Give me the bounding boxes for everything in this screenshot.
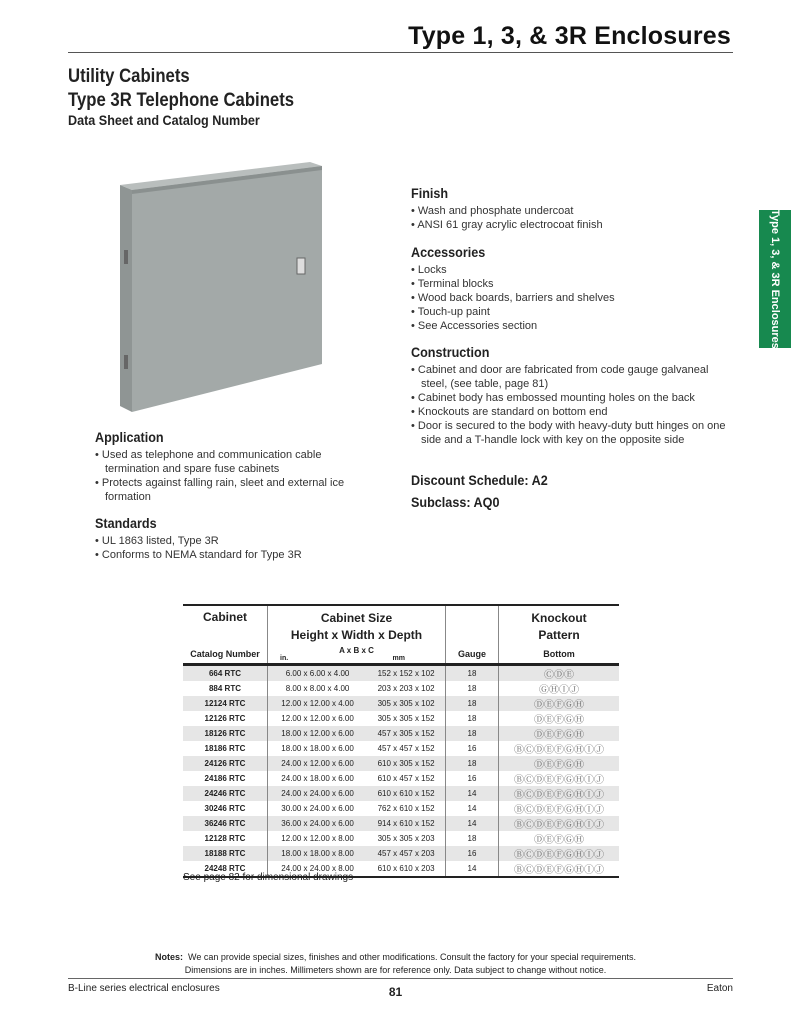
knockout-pattern: ⒷⒸⒹⒺⒻⒼⒽⒾⒿ xyxy=(499,771,620,786)
size-mm: 152 x 152 x 102 xyxy=(367,665,445,682)
table-row xyxy=(183,846,619,861)
th-in: in. xyxy=(280,655,289,662)
subclass: Subclass: AQ0 xyxy=(411,494,500,510)
th-ko-line2: Pattern xyxy=(538,628,580,642)
gauge: 14 xyxy=(446,786,499,801)
catalog-number: 36246 RTC xyxy=(183,816,268,831)
size-mm: 457 x 457 x 152 xyxy=(377,744,435,753)
size-mm: 610 x 457 x 152 xyxy=(377,774,435,783)
th-ko-line1: Knockout xyxy=(531,611,587,625)
size-in: 12.00 x 12.00 x 8.00 xyxy=(268,831,368,846)
accessories-section xyxy=(411,244,731,333)
table-row xyxy=(183,786,619,801)
catalog-number: 12128 RTC xyxy=(204,834,246,843)
knockout-pattern: ⒹⒺⒻⒼⒽ xyxy=(499,831,620,846)
construction-item: • Cabinet body has embossed mounting holes on the back xyxy=(411,391,726,405)
standards-section xyxy=(95,515,345,562)
footer-rule xyxy=(68,978,733,979)
size-in: 6.00 x 6.00 x 4.00 xyxy=(268,665,368,682)
size-mm: 457 x 457 x 203 xyxy=(367,846,445,861)
finish-section xyxy=(411,185,731,232)
subtitle: Data Sheet and Catalog Number xyxy=(68,112,260,128)
standards-item: • Conforms to NEMA standard for Type 3R xyxy=(95,548,345,562)
th-catalog: Catalog Number xyxy=(190,649,260,659)
gauge: 14 xyxy=(446,816,499,831)
side-tab-label: Type 1, 3, & 3R Enclosures xyxy=(769,209,781,349)
gauge: 14 xyxy=(446,861,499,877)
application-heading: Application xyxy=(95,429,164,445)
knockout-pattern: ⒼⒽⒾⒿ xyxy=(499,681,620,696)
th-cabinet: Cabinet xyxy=(202,610,247,624)
table-row xyxy=(183,771,619,786)
construction-item: • Knockouts are standard on bottom end xyxy=(411,405,726,419)
catalog-number: 12126 RTC xyxy=(204,714,246,723)
construction-heading: Construction xyxy=(411,344,490,360)
accessory-item: • Locks xyxy=(411,263,731,277)
th-size-line2: Height x Width x Depth xyxy=(290,628,423,642)
knockout-pattern: ⒷⒸⒹⒺⒻⒼⒽⒾⒿ xyxy=(499,741,620,756)
size-in: 18.00 x 12.00 x 6.00 xyxy=(268,726,368,741)
gauge: 16 xyxy=(446,771,499,786)
th-mm: mm xyxy=(392,655,405,662)
knockout-pattern: ⒷⒸⒹⒺⒻⒼⒽⒾⒿ xyxy=(499,786,620,801)
see-page-note: See page 82 for dimensional drawings xyxy=(183,872,354,883)
size-mm: 610 x 610 x 203 xyxy=(377,864,435,873)
accessory-item: • Wood back boards, barriers and shelves xyxy=(411,291,731,305)
th-abc-label: A x B x C xyxy=(339,645,374,655)
accessories-heading: Accessories xyxy=(411,244,486,260)
table-row xyxy=(183,711,619,726)
knockout-pattern: ⒹⒺⒻⒼⒽ xyxy=(499,711,620,726)
title-line1: Utility Cabinets xyxy=(68,66,190,87)
table-row xyxy=(183,801,619,816)
discount-schedule: Discount Schedule: A2 xyxy=(411,472,548,488)
catalog-number: 664 RTC xyxy=(183,665,268,682)
gauge: 18 xyxy=(446,681,499,696)
side-tab xyxy=(759,210,791,348)
page-number: 81 xyxy=(388,985,403,999)
gauge: 18 xyxy=(446,696,499,711)
catalog-number: 30246 RTC xyxy=(204,804,246,813)
gauge: 18 xyxy=(446,831,499,846)
notes-label: Notes: xyxy=(154,952,183,962)
gauge: 18 xyxy=(446,665,499,682)
table-row xyxy=(183,741,619,756)
gauge: 18 xyxy=(446,756,499,771)
size-in: 12.00 x 12.00 x 6.00 xyxy=(268,711,368,726)
size-mm: 762 x 610 x 152 xyxy=(377,804,435,813)
size-mm: 305 x 305 x 102 xyxy=(367,696,445,711)
size-mm: 610 x 610 x 152 xyxy=(367,786,445,801)
size-mm: 457 x 305 x 152 xyxy=(367,726,445,741)
th-size xyxy=(268,605,446,645)
catalog-number: 884 RTC xyxy=(208,684,241,693)
construction-item: • Cabinet and door are fabricated from code gauge galvaneal steel, (see table, page 81) xyxy=(411,363,726,391)
size-in: 8.00 x 8.00 x 4.00 xyxy=(268,681,368,696)
size-mm: 305 x 305 x 152 xyxy=(377,714,435,723)
gauge: 14 xyxy=(446,801,499,816)
knockout-pattern: ⒹⒺⒻⒼⒽ xyxy=(499,756,620,771)
gauge: 18 xyxy=(446,726,499,741)
size-in: 24.00 x 12.00 x 6.00 xyxy=(268,756,368,771)
knockout-pattern: ⒷⒸⒹⒺⒻⒼⒽⒾⒿ xyxy=(499,816,620,831)
table-row xyxy=(183,696,619,711)
standards-heading: Standards xyxy=(95,515,157,531)
th-gauge: Gauge xyxy=(446,645,499,665)
table-row xyxy=(183,726,619,741)
size-mm: 610 x 305 x 152 xyxy=(367,756,445,771)
size-in: 24.00 x 24.00 x 6.00 xyxy=(268,786,368,801)
knockout-pattern: ⒹⒺⒻⒼⒽ xyxy=(499,696,620,711)
size-mm: 305 x 305 x 203 xyxy=(377,834,435,843)
footer-right: Eaton xyxy=(706,983,733,994)
catalog-number: 24246 RTC xyxy=(183,786,268,801)
size-in: 24.00 x 18.00 x 6.00 xyxy=(268,771,368,786)
size-in: 24.00 x 24.00 x 8.00 xyxy=(268,861,368,877)
th-abc xyxy=(268,645,446,665)
title-line2: Type 3R Telephone Cabinets xyxy=(68,90,295,111)
application-item: • Protects against falling rain, sleet and external ice formation xyxy=(95,476,345,504)
table-row xyxy=(183,816,619,831)
cabinet-image xyxy=(110,160,325,415)
table-row xyxy=(183,831,619,846)
header-rule xyxy=(68,52,733,53)
knockout-pattern: ⒷⒸⒹⒺⒻⒼⒽⒾⒿ xyxy=(499,801,620,816)
th-size-line1: Cabinet Size xyxy=(320,611,393,625)
accessory-item: • Terminal blocks xyxy=(411,277,731,291)
table-row xyxy=(183,665,619,682)
gauge: 18 xyxy=(446,711,499,726)
catalog-number: 24248 RTC xyxy=(204,864,246,873)
catalog-table xyxy=(183,604,619,878)
application-section xyxy=(95,429,345,504)
gauge: 16 xyxy=(446,846,499,861)
catalog-number: 18186 RTC xyxy=(204,744,246,753)
finish-item: • ANSI 61 gray acrylic electrocoat finish xyxy=(411,218,731,232)
catalog-number: 24126 RTC xyxy=(183,756,268,771)
notes xyxy=(0,951,791,977)
size-in: 12.00 x 12.00 x 4.00 xyxy=(268,696,368,711)
gauge: 16 xyxy=(446,741,499,756)
catalog-number: 24186 RTC xyxy=(204,774,246,783)
catalog-number: 18126 RTC xyxy=(183,726,268,741)
table-row xyxy=(183,681,619,696)
construction-section xyxy=(411,344,726,447)
construction-item: • Door is secured to the body with heavy-duty butt hinges on one side and a T-handle lock with key on the opposite side xyxy=(411,419,726,447)
header-title: Type 1, 3, & 3R Enclosures xyxy=(408,22,731,50)
size-in: 30.00 x 24.00 x 6.00 xyxy=(268,801,368,816)
catalog-number: 18188 RTC xyxy=(183,846,268,861)
accessory-item: • Touch-up paint xyxy=(411,305,731,319)
finish-item: • Wash and phosphate undercoat xyxy=(411,204,731,218)
catalog-number: 12124 RTC xyxy=(183,696,268,711)
size-mm: 914 x 610 x 152 xyxy=(367,816,445,831)
accessory-item: • See Accessories section xyxy=(411,319,731,333)
size-mm: 203 x 203 x 102 xyxy=(377,684,435,693)
finish-heading: Finish xyxy=(411,185,449,201)
th-gauge-top xyxy=(446,605,499,645)
application-item: • Used as telephone and communication cable termination and spare fuse cabinets xyxy=(95,448,345,476)
th-knockout xyxy=(499,605,620,645)
knockout-pattern: ⒷⒸⒹⒺⒻⒼⒽⒾⒿ xyxy=(499,846,620,861)
size-in: 18.00 x 18.00 x 6.00 xyxy=(268,741,368,756)
footer-left: B-Line series electrical enclosures xyxy=(68,983,220,994)
table-row xyxy=(183,756,619,771)
size-in: 36.00 x 24.00 x 6.00 xyxy=(268,816,368,831)
size-in: 18.00 x 18.00 x 8.00 xyxy=(268,846,368,861)
notes-line1: We can provide special sizes, finishes and other modifications. Consult the factory for your special requirements. xyxy=(187,952,637,962)
knockout-pattern: ⒸⒹⒺ xyxy=(499,665,620,682)
knockout-pattern: ⒹⒺⒻⒼⒽ xyxy=(499,726,620,741)
standards-item: • UL 1863 listed, Type 3R xyxy=(95,534,345,548)
th-bottom: Bottom xyxy=(499,645,620,665)
knockout-pattern: ⒷⒸⒹⒺⒻⒼⒽⒾⒿ xyxy=(499,861,620,877)
notes-line2: Dimensions are in inches. Millimeters shown are for reference only. Data subject to change without notice. xyxy=(184,965,607,975)
